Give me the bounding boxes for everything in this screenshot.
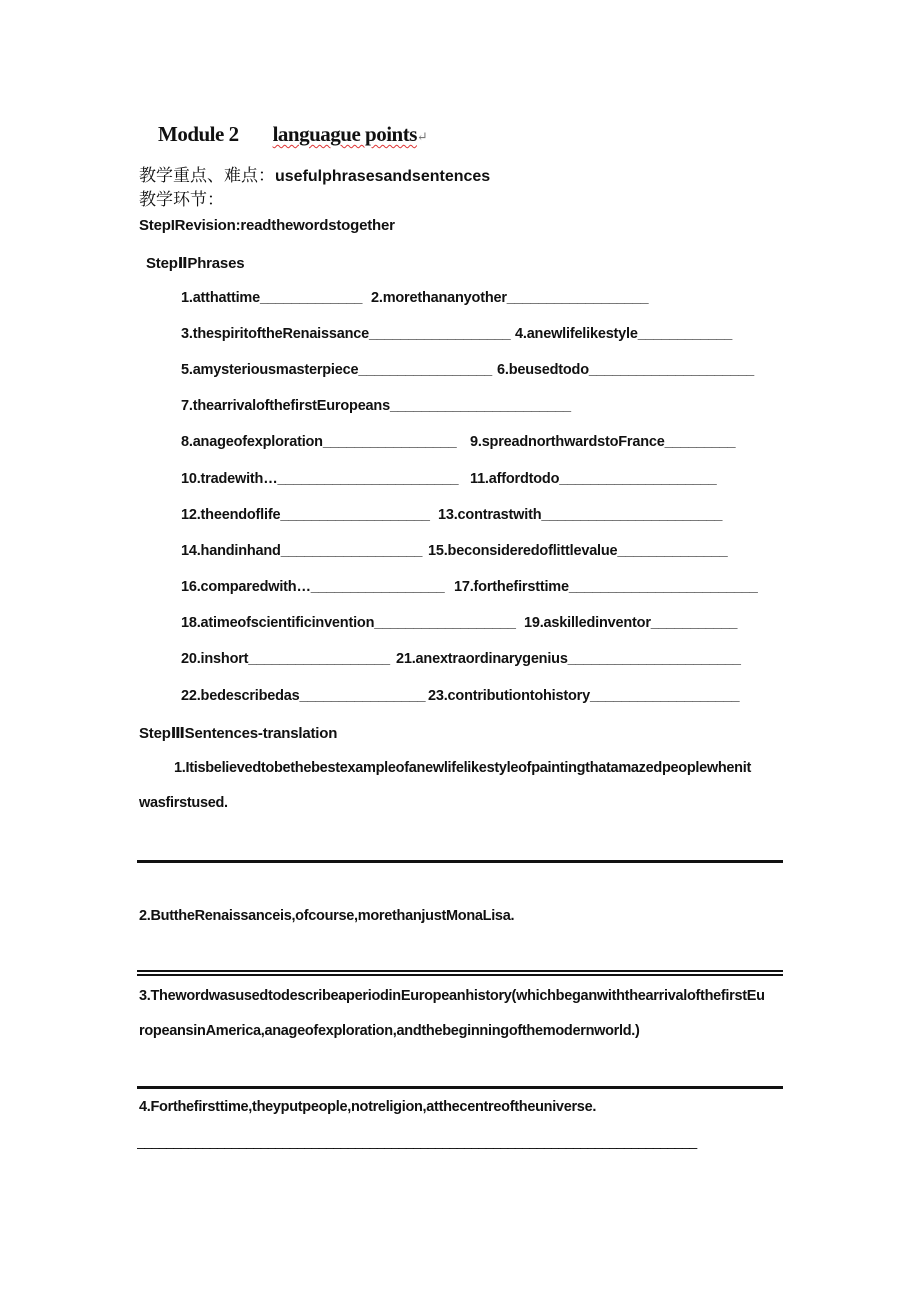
phrase-item: 19.askilledinventor___________: [524, 615, 738, 631]
phrase-item: 18.atimeofscientificinvention__________________: [181, 615, 516, 631]
sentence-1-line-2: wasfirstused.: [139, 795, 228, 811]
focus-line: [139, 161, 490, 186]
sentence-2: 2.ButtheRenaissanceis,ofcourse,morethanjustMonaLisa.: [139, 908, 515, 924]
step3-heading: StepⅢSentences-translation: [139, 725, 338, 742]
focus-text: usefulphrasesandsentences: [275, 168, 491, 185]
phrase-item: 20.inshort__________________: [181, 651, 390, 667]
phrase-item: 4.anewlifelikestyle____________: [515, 326, 733, 342]
phrase-item: 5.amysteriousmasterpiece_________________: [181, 362, 493, 378]
answer-line: [137, 860, 783, 863]
phrase-item: 23.contributiontohistory___________________: [428, 688, 740, 704]
phrase-item: 16.comparedwith…_________________: [181, 579, 445, 595]
phrase-item: 13.contrastwith_______________________: [438, 507, 723, 523]
phrase-item: 8.anageofexploration_________________: [181, 434, 457, 450]
steps-label: 教学环节：: [139, 190, 224, 210]
phrase-item: 14.handinhand__________________: [181, 543, 423, 559]
phrase-item: 6.beusedtodo_____________________: [497, 362, 755, 378]
phrase-item: 22.bedescribedas________________: [181, 688, 426, 704]
answer-line: [137, 1086, 783, 1089]
phrase-item: 15.beconsideredoflittlevalue______________: [428, 543, 728, 559]
phrase-item: 9.spreadnorthwardstoFrance_________: [470, 434, 736, 450]
answer-blank: _____________________________________________________________________________: [137, 1134, 697, 1150]
phrase-item: 1.atthattime_____________: [181, 290, 363, 306]
sentence-1-line-1: 1.Itisbelievedtobethebestexampleofanewlifelikestyleofpaintingthatamazedpeoplewhenit: [174, 760, 751, 776]
phrase-item: 7.thearrivalofthefirstEuropeans_______________________: [181, 398, 571, 414]
phrase-item: 11.affordtodo____________________: [470, 471, 717, 487]
phrase-item: 12.theendoflife___________________: [181, 507, 430, 523]
phrase-item: 17.forthefirsttime________________________: [454, 579, 758, 595]
step2-heading: StepⅡPhrases: [146, 255, 245, 272]
phrase-item: 2.morethananyother__________________: [371, 290, 649, 306]
sentence-3-line-1: 3.ThewordwasusedtodescribeaperiodinEuropeanhistory(whichbeganwiththearrivalofthefirstEu: [139, 988, 765, 1004]
phrase-item: 3.thespiritoftheRenaissance__________________: [181, 326, 511, 342]
answer-line: [137, 974, 783, 976]
paragraph-mark-icon: ↵: [416, 129, 428, 144]
phrase-item: 10.tradewith…_______________________: [181, 471, 459, 487]
sentence-4: 4.Forthefirsttime,theyputpeople,notreligion,atthecentreoftheuniverse.: [139, 1099, 597, 1115]
step1-heading: StepIRevision:readthewordstogether: [139, 217, 395, 234]
module-label: Module 2: [158, 122, 239, 146]
topic-label: languague points: [272, 122, 417, 146]
answer-line: [137, 970, 783, 972]
page-title: [158, 122, 427, 147]
phrase-item: 21.anextraordinarygenius______________________: [396, 651, 741, 667]
sentence-3-line-2: ropeansinAmerica,anageofexploration,andthebeginningofthemodernworld.): [139, 1023, 640, 1039]
focus-label: 教学重点、难点：: [139, 166, 275, 186]
